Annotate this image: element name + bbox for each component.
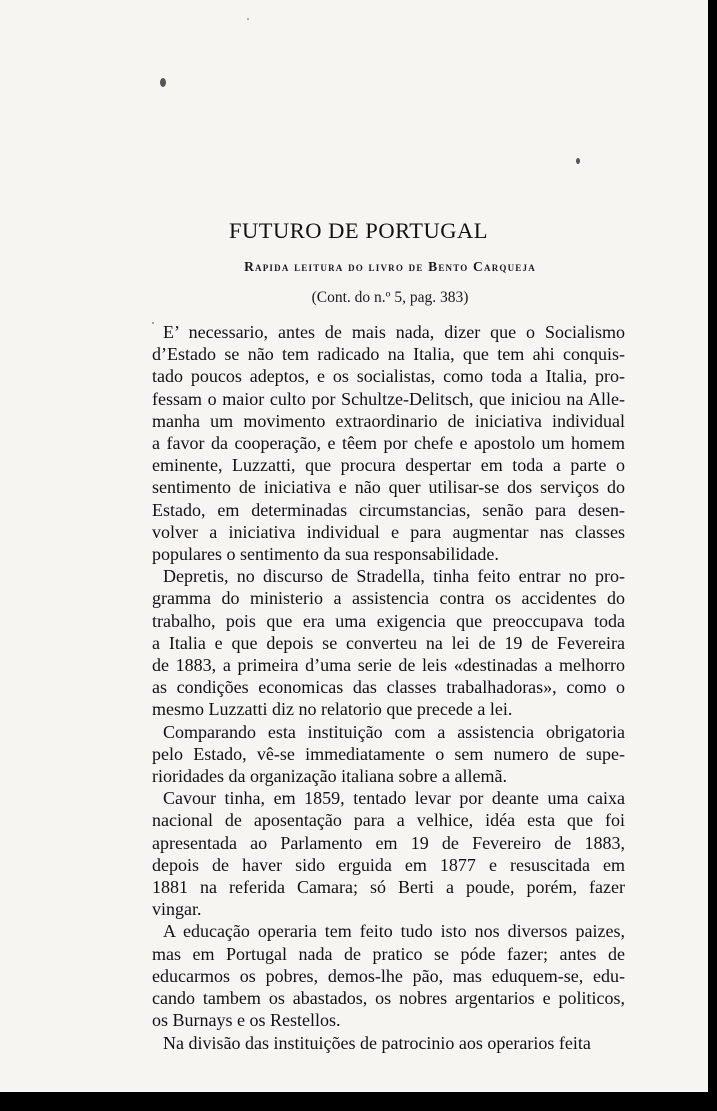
text-line: d’Estado se não tem radicado na Italia, que tem ahi conquis- bbox=[152, 344, 625, 365]
paragraph bbox=[152, 721, 625, 788]
text-line: mas em Portugal nada de pratico se póde fazer; antes de bbox=[152, 943, 625, 964]
text-line: E’ necessario, antes de mais nada, dizer que o Socialismo bbox=[163, 322, 625, 342]
article-body bbox=[152, 321, 625, 1054]
text-line: educarmos os pobres, demos-lhe pão, mas eduquem-se, edu- bbox=[152, 965, 625, 986]
text-line: populares o sentimento da sua responsabilidade. bbox=[152, 544, 499, 565]
text-line: apresentada ao Parlamento em 19 de Fevereiro de 1883, bbox=[152, 832, 625, 853]
text-line: os Burnays e os Restellos. bbox=[152, 1010, 341, 1031]
page-title: FUTURO DE PORTUGAL bbox=[229, 218, 488, 243]
paragraph bbox=[152, 565, 625, 720]
text-line: a Italia e que depois se converteu na lei de 19 de Fevereira bbox=[152, 632, 625, 653]
text-line: Depretis, no discurso de Stradella, tinha feito entrar no pro- bbox=[163, 566, 625, 587]
text-line: eminente, Luzzatti, que procura despertar em toda a parte o bbox=[152, 455, 625, 476]
text-line: mesmo Luzzatti diz no relatorio que precede a lei. bbox=[152, 699, 513, 720]
ink-speck bbox=[247, 18, 249, 20]
text-line: nacional de aposentação para a velhice, idéa esta que foi bbox=[152, 810, 625, 831]
text-line: Estado, em determinadas circumstancias, senão para desen- bbox=[152, 499, 625, 520]
text-line: trabalho, pois que era uma exigencia que preoccupava toda bbox=[152, 610, 625, 631]
text-line: depois de haver sido erguida em 1877 e resuscitada em bbox=[152, 854, 625, 875]
text-line: cando tambem os abastados, os nobres argentarios e politicos, bbox=[152, 988, 625, 1009]
page-subtitle: Rapida leitura do livro de Bento Carqueja bbox=[244, 259, 536, 274]
text-line: Comparando esta instituição com a assistencia obrigatoria bbox=[163, 721, 625, 742]
text-line: fessam o maior culto por Schultze-Delitsch, que iniciou na Alle- bbox=[152, 388, 625, 409]
paragraph bbox=[152, 1032, 625, 1054]
text-line: sentimento de iniciativa e não quer utilisar-se dos serviços do bbox=[152, 477, 625, 498]
ink-speck bbox=[576, 158, 580, 164]
ink-speck bbox=[160, 78, 166, 87]
text-line: gramma do ministerio a assistencia contra os accidentes do bbox=[152, 588, 625, 609]
text-line: volver a iniciativa individual e para augmentar nas classes bbox=[152, 521, 625, 542]
paragraph bbox=[152, 787, 625, 920]
text-line: vingar. bbox=[152, 899, 202, 920]
paragraph bbox=[152, 321, 625, 565]
paragraph bbox=[152, 920, 625, 1031]
text-line: rioridades da organização italiana sobre a allemã. bbox=[152, 766, 507, 787]
text-line: Cavour tinha, em 1859, tentado levar por deante uma caixa bbox=[163, 788, 625, 809]
continuation-note: (Cont. do n.º 5, pag. 383) bbox=[311, 289, 469, 306]
text-line: manha um movimento extraordinario de iniciativa individual bbox=[152, 410, 625, 431]
text-line: A educação operaria tem feito tudo isto nos diversos paizes, bbox=[163, 921, 625, 942]
text-line: tado poucos adeptos, e os socialistas, como toda a Italia, pro- bbox=[152, 366, 625, 387]
text-line: a favor da cooperação, e têem por chefe e apostolo um homem bbox=[152, 433, 625, 454]
text-line: de 1883, a primeira d’uma serie de leis «destinadas a melhorro bbox=[152, 655, 625, 676]
text-line: 1881 na referida Camara; só Berti a poude, porém, fazer bbox=[152, 877, 625, 898]
text-line: as condições economicas das classes trabalhadoras», como o bbox=[152, 677, 625, 698]
text-line: Na divisão das instituições de patrocinio aos operarios feita bbox=[163, 1032, 591, 1053]
text-line: pelo Estado, vê-se immediatamente o sem numero de supe- bbox=[152, 743, 625, 764]
